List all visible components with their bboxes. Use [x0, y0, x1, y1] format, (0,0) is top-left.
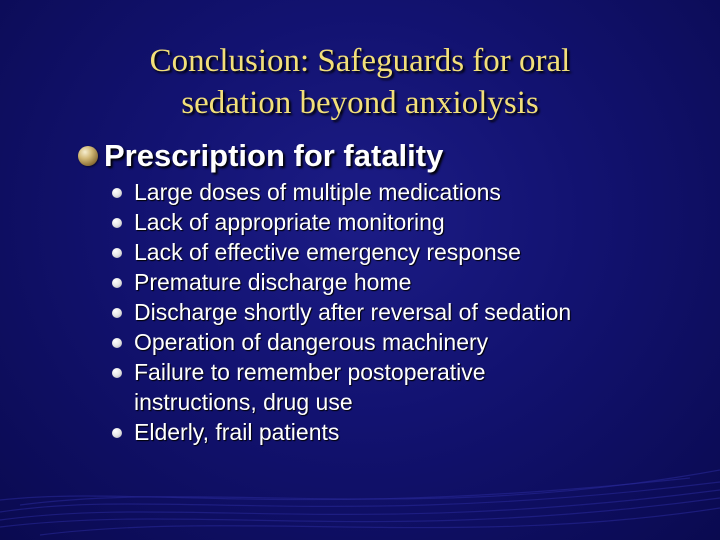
bullet-text: Lack of effective emergency response	[134, 239, 521, 265]
bullet-text: Lack of appropriate monitoring	[134, 209, 445, 235]
bullet-dot-icon	[112, 368, 122, 378]
bullet-dot-icon	[112, 338, 122, 348]
slide-heading: Prescription for fatality	[104, 138, 444, 173]
gold-sphere-icon	[78, 146, 98, 166]
bullet-item	[112, 417, 702, 447]
heading-row	[78, 137, 443, 175]
bullet-dot-icon	[112, 278, 122, 288]
bullet-item	[112, 177, 702, 207]
bullet-text: Discharge shortly after reversal of sedation	[134, 299, 572, 325]
bullet-list	[112, 177, 702, 447]
title-line-2: sedation beyond anxiolysis	[181, 85, 539, 121]
slide-title	[60, 40, 660, 124]
bullet-text: Elderly, frail patients	[134, 419, 340, 445]
bullet-item	[112, 267, 702, 297]
bullet-item	[112, 297, 702, 327]
bullet-item	[112, 327, 702, 357]
bullet-item	[112, 357, 702, 417]
bullet-item	[112, 207, 702, 237]
bullet-dot-icon	[112, 218, 122, 228]
bullet-text: Premature discharge home	[134, 269, 412, 295]
bullet-dot-icon	[112, 428, 122, 438]
bullet-dot-icon	[112, 308, 122, 318]
bullet-dot-icon	[112, 248, 122, 258]
bullet-text: Large doses of multiple medications	[134, 179, 501, 205]
bullet-text-line-1: Failure to remember postoperative	[134, 359, 486, 385]
bullet-text: Operation of dangerous machinery	[134, 329, 489, 355]
bullet-dot-icon	[112, 188, 122, 198]
bullet-item	[112, 237, 702, 267]
bullet-text-line-2: instructions, drug use	[134, 389, 353, 415]
title-line-1: Conclusion: Safeguards for oral	[149, 43, 571, 79]
